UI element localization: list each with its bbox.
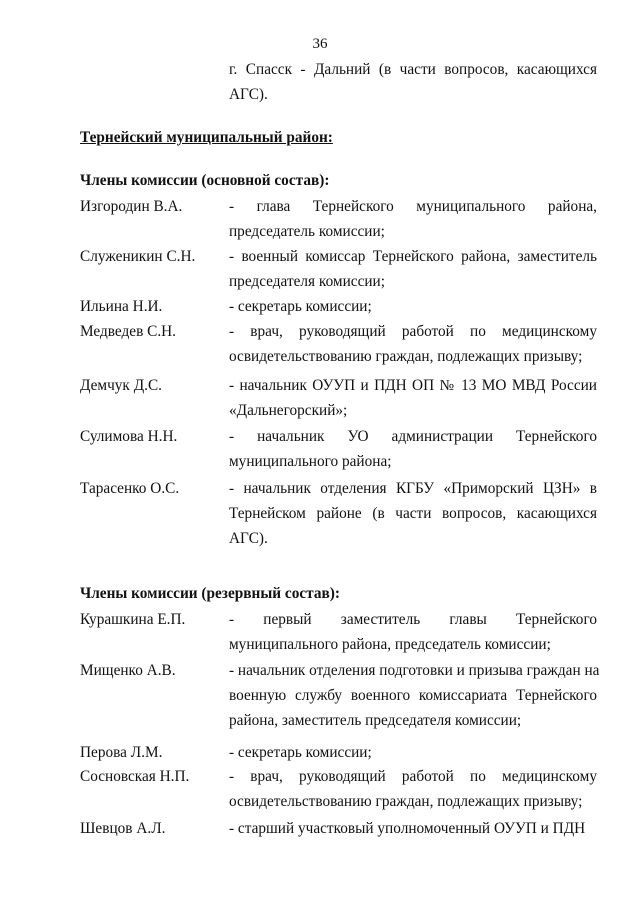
member-name: Медведев С.Н.	[80, 323, 177, 340]
member-role-line: - начальник УО администрации Тернейского	[229, 428, 597, 445]
member-role-line: председателя комиссии;	[229, 273, 385, 290]
member-name: Ильина Н.И.	[80, 298, 163, 315]
member-role-line: военную службу военного комиссариата Тернейского	[229, 687, 597, 704]
member-role-line: - военный комиссар Тернейского района, заместитель	[229, 248, 597, 265]
district-heading: Тернейский муниципальный район:	[80, 129, 333, 146]
member-role-line: муниципального района;	[229, 453, 392, 470]
continuation-line: АГС).	[229, 86, 268, 103]
member-role-line: - секретарь комиссии;	[229, 744, 372, 761]
member-name: Тарасенко О.С.	[80, 480, 180, 497]
member-role-line: - секретарь комиссии;	[229, 298, 372, 315]
member-name: Мищенко А.В.	[80, 662, 176, 679]
member-role-line: Тернейском районе (в части вопросов, касающихся	[229, 505, 597, 522]
member-name: Курашкина Е.П.	[80, 611, 186, 628]
member-role-line: - первый заместитель главы Тернейского	[229, 611, 597, 628]
member-role-line: АГС).	[229, 530, 268, 547]
reserve-members-heading: Члены комиссии (резервный состав):	[80, 585, 340, 602]
member-role-line: председатель комиссии;	[229, 223, 385, 240]
member-role-line: «Дальнегорский»;	[229, 402, 348, 419]
member-name: Служеникин С.Н.	[80, 248, 196, 265]
page-number: 36	[312, 36, 328, 52]
member-role-line: освидетельствованию граждан, подлежащих призыву;	[229, 793, 583, 810]
main-members-heading: Члены комиссии (основной состав):	[80, 172, 330, 189]
member-role-line: - врач, руководящий работой по медицинскому	[229, 323, 597, 340]
continuation-line: г. Спасск - Дальний (в части вопросов, касающихся	[229, 61, 597, 78]
member-role-line: - глава Тернейского муниципального района,	[229, 198, 597, 215]
member-name: Сулимова Н.Н.	[80, 428, 178, 445]
member-name: Сосновская Н.П.	[80, 768, 190, 785]
member-role-line: освидетельствованию граждан, подлежащих призыву;	[229, 348, 583, 365]
member-role-line: - старший участковый уполномоченный ОУУП и ПДН	[229, 820, 586, 837]
member-role-line: - врач, руководящий работой по медицинскому	[229, 768, 597, 785]
member-name: Изгородин В.А.	[80, 198, 183, 215]
member-role-line: - начальник ОУУП и ПДН ОП № 13 МО МВД России	[229, 377, 597, 394]
member-name: Шевцов А.Л.	[80, 820, 166, 837]
member-role-line: - начальник отделения КГБУ «Приморский ЦЗН» в	[229, 480, 597, 497]
member-name: Демчук Д.С.	[80, 377, 162, 394]
member-name: Перова Л.М.	[80, 744, 163, 761]
member-role-line: муниципального района, председатель комиссии;	[229, 636, 551, 653]
member-role-line: района, заместитель председателя комиссии;	[229, 712, 522, 729]
member-role-line: - начальник отделения подготовки и призыва граждан на	[229, 662, 600, 679]
